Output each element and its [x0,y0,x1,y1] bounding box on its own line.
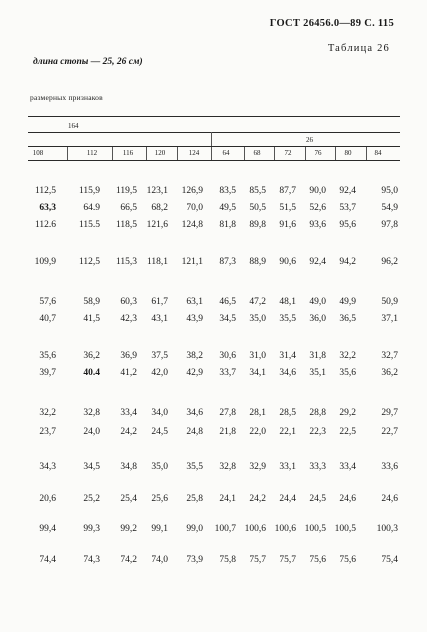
table-top-rule [28,116,400,117]
table-cell: 36,2 [381,368,398,378]
table-cell: 100,6 [274,524,296,534]
table-cell: 74,3 [83,555,100,565]
table-cell: 34,0 [151,408,168,418]
table-cell: 27,8 [219,408,236,418]
column-header: 68 [253,149,261,157]
table-cell: 92,4 [309,257,326,267]
table-cell: 75,6 [339,555,356,565]
table-cell: 34,3 [39,462,56,472]
table-cell: 54,9 [381,203,398,213]
table-cell: 70,0 [186,203,203,213]
table-cell: 22,3 [309,427,326,437]
column-header: 108 [32,149,44,157]
table-cell: 53,7 [339,203,356,213]
table-cell: 47,2 [249,297,266,307]
table-cell: 75,7 [249,555,266,565]
table-cell: 24,6 [381,494,398,504]
table-cell: 75,6 [309,555,326,565]
table-cell: 36,2 [83,351,100,361]
table-cell: 35,6 [39,351,56,361]
table-cell: 112,5 [78,257,100,267]
column-divider [112,147,113,160]
table-cell: 121,1 [181,257,203,267]
column-divider [366,147,367,160]
table-cell: 66,5 [120,203,137,213]
table-cell: 83,5 [219,186,236,196]
table-cell: 24,8 [186,427,203,437]
table-cell: 48,1 [279,297,296,307]
table-cell: 25,4 [120,494,137,504]
table-cell: 51,5 [279,203,296,213]
table-cell: 35,0 [151,462,168,472]
table-cell: 33,1 [279,462,296,472]
table-label: Таблица 26 [327,43,390,54]
table-cell: 34,6 [279,368,296,378]
table-cell: 94,2 [339,257,356,267]
table-cell: 36,5 [339,314,356,324]
table-cell: 31,8 [309,351,326,361]
table-cell: 60,3 [120,297,137,307]
table-cell: 112,5 [34,186,56,196]
table-cell: 23,7 [39,427,56,437]
table-cell: 35,1 [309,368,326,378]
column-header: 64 [222,149,230,157]
table-cell: 49,5 [219,203,236,213]
group-rule [28,132,400,133]
document-reference: ГОСТ 26456.0—89 С. 115 [269,18,394,29]
table-cell: 63,3 [39,203,56,213]
table-cell: 124,8 [181,220,203,230]
column-divider [274,147,275,160]
table-cell: 34,5 [83,462,100,472]
table-cell: 90,6 [279,257,296,267]
table-cell: 24,1 [219,494,236,504]
table-cell: 50,9 [381,297,398,307]
table-cell: 35,5 [279,314,296,324]
table-cell: 33,4 [339,462,356,472]
header-bottom-rule [28,160,400,161]
table-cell: 22,0 [249,427,266,437]
table-cell: 49,0 [309,297,326,307]
table-cell: 33,6 [381,462,398,472]
table-cell: 32,9 [249,462,266,472]
table-cell: 63,1 [186,297,203,307]
table-cell: 36,9 [120,351,137,361]
table-cell: 25,6 [151,494,168,504]
table-cell: 28,1 [249,408,266,418]
column-header: 84 [374,149,382,157]
table-cell: 75,8 [219,555,236,565]
table-cell: 42,9 [186,368,203,378]
table-cell: 28,8 [309,408,326,418]
table-cell: 97,8 [381,220,398,230]
column-header: 112 [86,149,98,157]
table-cell: 24,5 [151,427,168,437]
table-cell: 34,8 [120,462,137,472]
table-cell: 61,7 [151,297,168,307]
table-cell: 37,1 [381,314,398,324]
table-cell: 99,2 [120,524,137,534]
table-cell: 115.5 [78,220,100,230]
table-cell: 88,9 [249,257,266,267]
table-cell: 96,2 [381,257,398,267]
table-cell: 100,5 [304,524,326,534]
table-cell: 31,4 [279,351,296,361]
table-cell: 34,6 [186,408,203,418]
table-cell: 75,7 [279,555,296,565]
table-cell: 126,9 [181,186,203,196]
table-cell: 87,7 [279,186,296,196]
table-cell: 73,9 [186,555,203,565]
table-cell: 123,1 [146,186,168,196]
table-cell: 93,6 [309,220,326,230]
table-cell: 24,2 [249,494,266,504]
table-cell: 28,5 [279,408,296,418]
table-cell: 22,7 [381,427,398,437]
table-cell: 85,5 [249,186,266,196]
table-cell: 29,2 [339,408,356,418]
table-cell: 99,4 [39,524,56,534]
column-divider [335,147,336,160]
table-cell: 33,4 [120,408,137,418]
table-cell: 118,1 [146,257,168,267]
table-cell: 34,1 [249,368,266,378]
table-cell: 32,7 [381,351,398,361]
table-cell: 36,0 [309,314,326,324]
table-cell: 100,6 [244,524,266,534]
column-divider [146,147,147,160]
table-cell: 91,6 [279,220,296,230]
table-cell: 34,5 [219,314,236,324]
table-cell: 109,9 [34,257,56,267]
table-cell: 32,8 [83,408,100,418]
table-cell: 112.6 [34,220,56,230]
table-cell: 25,8 [186,494,203,504]
table-cell: 92,4 [339,186,356,196]
table-cell: 100,3 [376,524,398,534]
table-cell: 50,5 [249,203,266,213]
table-cell: 40,7 [39,314,56,324]
column-header: 80 [344,149,352,157]
table-cell: 87,3 [219,257,236,267]
table-cell: 43,9 [186,314,203,324]
table-cell: 115,3 [115,257,137,267]
table-cell: 52,6 [309,203,326,213]
table-cell: 41,5 [83,314,100,324]
group-divider [211,132,212,146]
table-cell: 24,5 [309,494,326,504]
table-cell: 95,6 [339,220,356,230]
table-cell: 32,2 [339,351,356,361]
table-subtitle-continued: размерных признаков [30,93,103,102]
column-divider [67,147,68,160]
column-header: 72 [284,149,292,157]
table-cell: 90,0 [309,186,326,196]
table-cell: 46,5 [219,297,236,307]
table-cell: 39,7 [39,368,56,378]
table-cell: 20,6 [39,494,56,504]
column-header: 124 [188,149,200,157]
table-cell: 64.9 [83,203,100,213]
table-cell: 35,6 [339,368,356,378]
table-cell: 115,9 [78,186,100,196]
table-cell: 74,4 [39,555,56,565]
table-cell: 32,8 [219,462,236,472]
table-cell: 32,2 [39,408,56,418]
group-height-label: 164 [68,122,79,130]
table-cell: 58,9 [83,297,100,307]
table-cell: 57,6 [39,297,56,307]
table-cell: 89,8 [249,220,266,230]
table-cell: 24,0 [83,427,100,437]
table-subtitle: длина стопы — 25, 26 см) [33,57,143,67]
table-cell: 68,2 [151,203,168,213]
table-cell: 31,0 [249,351,266,361]
table-cell: 99,1 [151,524,168,534]
table-cell: 22,1 [279,427,296,437]
table-cell: 99,3 [83,524,100,534]
table-cell: 25,2 [83,494,100,504]
table-cell: 74,2 [120,555,137,565]
table-cell: 24,4 [279,494,296,504]
column-header: 120 [154,149,166,157]
table-cell: 49,9 [339,297,356,307]
header-mid-rule [28,146,400,147]
table-cell: 95,0 [381,186,398,196]
table-cell: 43,1 [151,314,168,324]
column-header: 116 [122,149,134,157]
group-foot-length-label: 26 [306,136,313,144]
table-cell: 38,2 [186,351,203,361]
column-header: 76 [314,149,322,157]
table-cell: 40.4 [83,368,100,378]
table-cell: 21,8 [219,427,236,437]
table-cell: 24,2 [120,427,137,437]
table-cell: 37,5 [151,351,168,361]
table-cell: 42,3 [120,314,137,324]
table-cell: 35,5 [186,462,203,472]
table-cell: 119,5 [115,186,137,196]
table-cell: 42,0 [151,368,168,378]
table-cell: 75,4 [381,555,398,565]
table-cell: 81,8 [219,220,236,230]
table-cell: 41,2 [120,368,137,378]
table-cell: 99,0 [186,524,203,534]
table-cell: 33,7 [219,368,236,378]
table-cell: 100,7 [214,524,236,534]
column-divider [305,147,306,160]
table-cell: 121,6 [146,220,168,230]
table-cell: 33,3 [309,462,326,472]
column-divider [211,147,212,160]
table-cell: 35,0 [249,314,266,324]
table-cell: 24,6 [339,494,356,504]
table-cell: 30,6 [219,351,236,361]
table-cell: 22,5 [339,427,356,437]
column-divider [244,147,245,160]
table-cell: 29,7 [381,408,398,418]
table-cell: 118,5 [115,220,137,230]
table-cell: 100,5 [334,524,356,534]
table-cell: 74,0 [151,555,168,565]
column-divider [177,147,178,160]
